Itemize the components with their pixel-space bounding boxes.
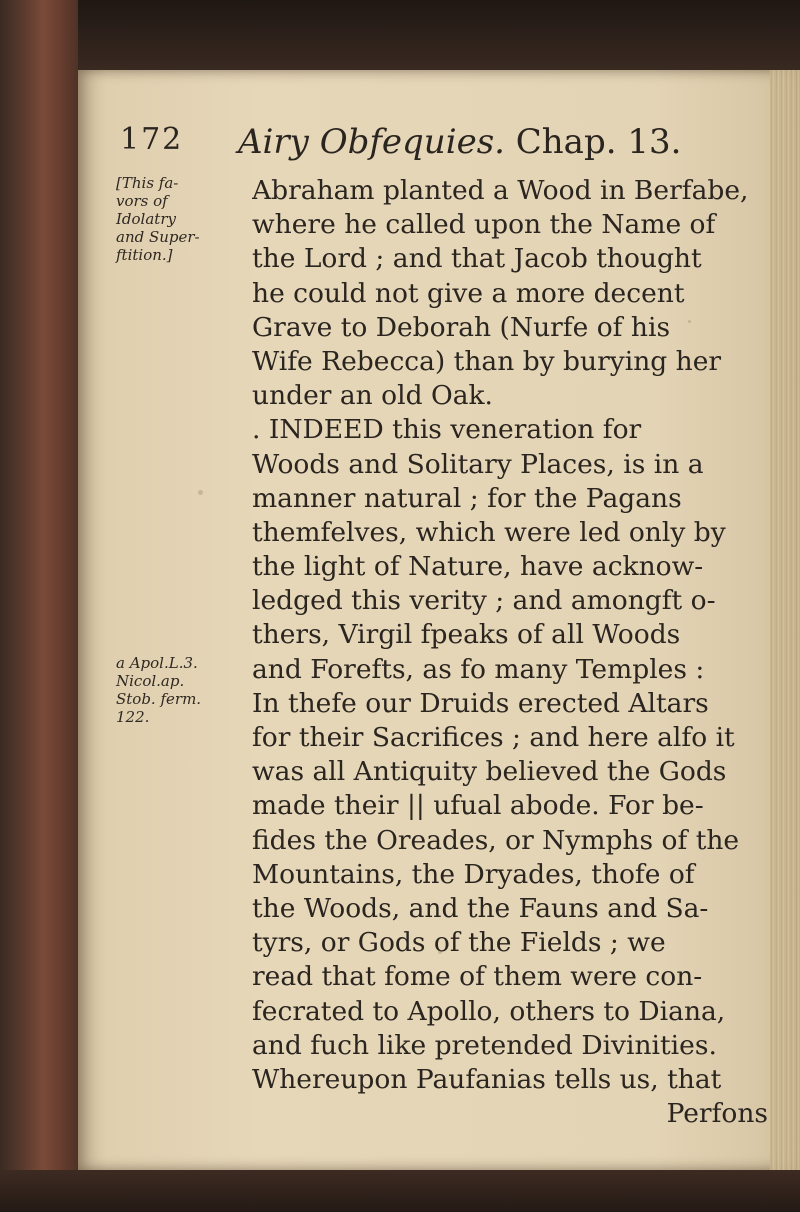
text-line: fecrated to Apollo, others to Diana, xyxy=(252,995,726,1027)
margin-note-line: and Super- xyxy=(116,228,200,246)
text-line: fides the Oreades, or Nymphs of the xyxy=(252,824,740,856)
text-line: Mountains, the Dryades, thofe of xyxy=(252,858,695,890)
page-text-area xyxy=(78,70,800,1170)
text-line: In thefe our Druids erected Altars xyxy=(252,687,709,719)
book-page xyxy=(78,70,800,1170)
text-line: Wife Rebecca) than by burying her xyxy=(252,345,722,377)
text-line: under an old Oak. xyxy=(252,380,493,412)
text-line: thers, Virgil fpeaks of all Woods xyxy=(252,619,681,651)
body-text xyxy=(252,174,772,1131)
text-line: the light of Nature, have acknow- xyxy=(252,551,704,583)
margin-note-citation xyxy=(116,654,236,726)
margin-note-line: a Apol.L.3. xyxy=(116,654,198,672)
text-line: for their Sacrifices ; and here alfo it xyxy=(252,722,735,753)
page-stack-edge xyxy=(770,70,800,1170)
catchword: Perfons xyxy=(666,1098,768,1130)
paper-speck xyxy=(438,950,442,954)
paper-speck xyxy=(198,490,203,495)
cover-left-edge xyxy=(0,0,78,1212)
page-header xyxy=(120,122,760,166)
text-line: the Lord ; and that Jacob thought xyxy=(252,243,702,275)
text-line: themfelves, which were led only by xyxy=(252,516,726,548)
margin-note-idolatry xyxy=(116,174,236,264)
text-line: Woods and Solitary Places, is in a xyxy=(252,448,704,480)
margin-note-line: 122. xyxy=(116,708,150,726)
text-line: where he called upon the Name of xyxy=(252,209,716,241)
text-line: ledged this verity ; and amongft o- xyxy=(252,585,716,617)
text-line: tyrs, or Gods of the Fields ; we xyxy=(252,927,666,959)
text-line: the Woods, and the Fauns and Sa- xyxy=(252,892,709,924)
text-line: Abraham planted a Wood in Berfabe, xyxy=(252,175,749,206)
text-line: and fuch like pretended Divinities. xyxy=(252,1029,717,1061)
text-line: and Forefts, as fo many Temples : xyxy=(252,653,705,685)
text-line: . INDEED this veneration for xyxy=(252,414,642,446)
margin-note-line: [This fa- xyxy=(116,174,179,192)
cover-bottom-edge xyxy=(0,1170,800,1212)
text-line: Grave to Deborah (Nurfe of his xyxy=(252,311,671,343)
margin-note-line: Nicol.ap. xyxy=(116,672,185,690)
cover-top xyxy=(0,0,800,80)
running-title-italic: Airy Obfequies. xyxy=(238,122,505,162)
text-line: manner natural ; for the Pagans xyxy=(252,482,682,514)
text-line: made their || ufual abode. For be- xyxy=(252,790,704,822)
margin-note-line: Idolatry xyxy=(116,210,176,228)
text-line: was all Antiquity believed the Gods xyxy=(252,756,727,788)
text-line: read that fome of them were con- xyxy=(252,961,703,993)
running-title-chapter: Chap. 13. xyxy=(515,122,682,162)
margin-note-line: Stob. ferm. xyxy=(116,690,202,708)
text-line: Whereupon Paufanias tells us, that xyxy=(252,1063,722,1095)
text-line: he could not give a more decent xyxy=(252,277,685,309)
margin-note-line: vors of xyxy=(116,192,168,210)
page-number: 172 xyxy=(120,122,184,157)
running-head xyxy=(238,122,681,162)
margin-note-line: ftition.] xyxy=(116,246,173,264)
paper-speck xyxy=(688,320,691,323)
